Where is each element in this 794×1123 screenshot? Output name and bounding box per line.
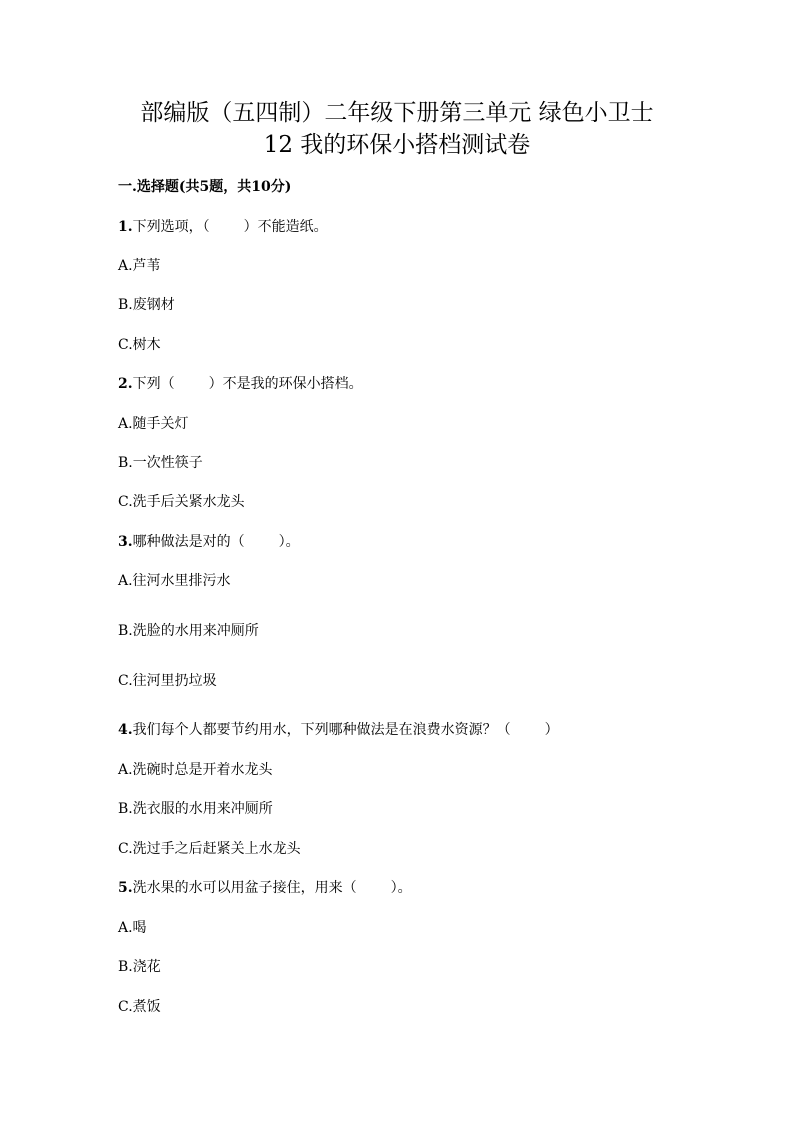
question-text-after: ）。 bbox=[278, 534, 300, 550]
question-4-stem bbox=[118, 720, 559, 740]
question-1-stem bbox=[118, 217, 328, 237]
question-text-before: 洗水果的水可以用盆子接住，用来（ bbox=[132, 880, 357, 896]
section-heading: 一.选择题(共5题，共10分) bbox=[118, 179, 292, 195]
question-text-after: ） bbox=[544, 722, 559, 738]
question-text-before: 下列选项，（ bbox=[132, 219, 210, 235]
question-text-after: ）不是我的环保小搭档。 bbox=[208, 376, 363, 392]
question-text-after: ）。 bbox=[390, 880, 412, 896]
question-3-stem bbox=[118, 532, 300, 552]
question-number: 1. bbox=[118, 219, 133, 235]
question-5-option-b: B.浇花 bbox=[118, 959, 161, 975]
question-5-option-a: A.喝 bbox=[118, 920, 147, 936]
question-4-option-a: A.洗碗时总是开着水龙头 bbox=[118, 762, 273, 778]
question-2-option-a: A.随手关灯 bbox=[118, 416, 189, 432]
question-2-option-c: C.洗手后关紧水龙头 bbox=[118, 494, 245, 510]
question-5-option-c: C.煮饭 bbox=[118, 999, 161, 1015]
question-4-option-b: B.洗衣服的水用来冲厕所 bbox=[118, 801, 273, 817]
question-number: 3. bbox=[118, 534, 133, 550]
question-text-before: 哪种做法是对的（ bbox=[132, 534, 245, 550]
question-number: 4. bbox=[118, 722, 133, 738]
question-number: 5. bbox=[118, 880, 133, 896]
question-number: 2. bbox=[118, 376, 133, 392]
page-title-line-2: 12 我的环保小搭档测试卷 bbox=[263, 132, 531, 158]
question-2-option-b: B.一次性筷子 bbox=[118, 455, 203, 471]
question-1-option-c: C.树木 bbox=[118, 337, 161, 353]
question-text-after: ）不能造纸。 bbox=[243, 219, 328, 235]
question-2-stem bbox=[118, 374, 363, 394]
question-3-option-a: A.往河水里排污水 bbox=[118, 573, 231, 589]
question-3-option-b: B.洗脸的水用来冲厕所 bbox=[118, 623, 259, 639]
page-title-line-1: 部编版（五四制）二年级下册第三单元 绿色小卫士 bbox=[140, 100, 654, 126]
question-5-stem bbox=[118, 878, 412, 898]
question-3-option-c: C.往河里扔垃圾 bbox=[118, 673, 217, 689]
question-text-before: 下列（ bbox=[132, 376, 175, 392]
question-4-option-c: C.洗过手之后赶紧关上水龙头 bbox=[118, 841, 301, 857]
question-1-option-a: A.芦苇 bbox=[118, 258, 161, 274]
question-text-before: 我们每个人都要节约用水，下列哪种做法是在浪费水资源？（ bbox=[132, 722, 511, 738]
question-1-option-b: B.废钢材 bbox=[118, 297, 175, 313]
